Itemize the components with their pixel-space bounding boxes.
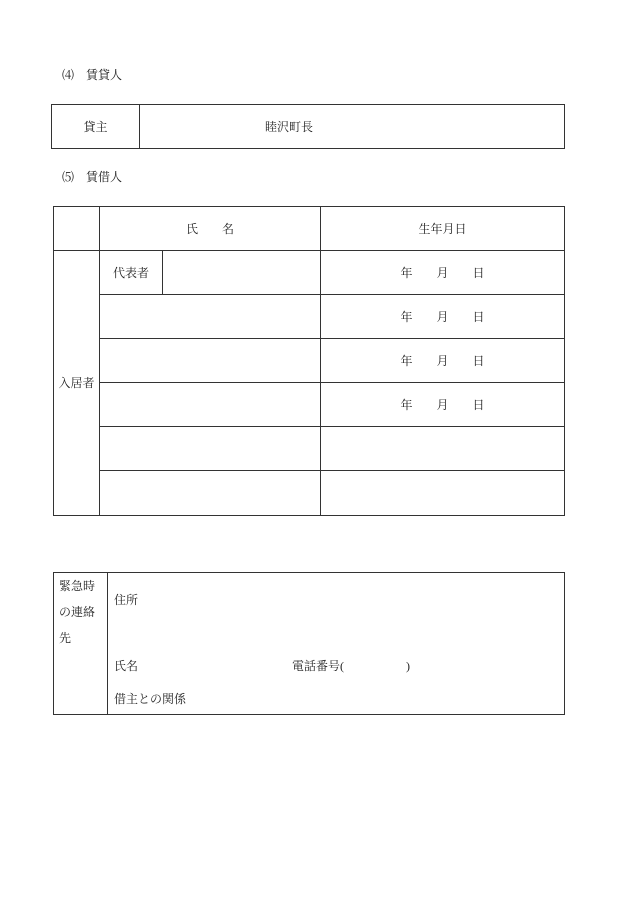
lessor-value-cell bbox=[139, 104, 565, 149]
lessor-label-cell bbox=[51, 104, 140, 149]
birthdate-cell bbox=[320, 382, 565, 427]
representative-label: 代表者 bbox=[112, 265, 149, 280]
contact-name-label: 氏名 bbox=[114, 659, 139, 673]
address-label: 住所 bbox=[114, 593, 139, 607]
resident-label: 入居者 bbox=[58, 376, 95, 390]
birthdate-cell bbox=[320, 426, 565, 471]
lessee-heading: ⑸ 賃借人 bbox=[62, 170, 123, 184]
emergency-content-cell bbox=[107, 572, 565, 715]
resident-label-cell bbox=[53, 250, 100, 516]
lessee-corner-cell bbox=[53, 206, 100, 251]
phone-label: 電話番号( bbox=[292, 659, 344, 673]
emergency-label-line: 緊急時 bbox=[59, 579, 96, 593]
birthdate-text: 年 月 日 bbox=[400, 309, 485, 324]
resident-name-cell bbox=[99, 294, 321, 339]
birthdate-cell bbox=[320, 470, 565, 516]
birthdate-cell bbox=[320, 338, 565, 383]
resident-name-cell bbox=[99, 470, 321, 516]
representative-name-cell bbox=[162, 250, 321, 295]
name-header-cell bbox=[99, 206, 321, 251]
representative-label-cell bbox=[99, 250, 163, 295]
lessor-heading: ⑷ 賃貸人 bbox=[62, 68, 123, 82]
lessor-label: 貸主 bbox=[83, 119, 108, 134]
relationship-label: 借主との関係 bbox=[114, 692, 187, 706]
resident-name-cell bbox=[99, 382, 321, 427]
birthdate-header-cell bbox=[320, 206, 565, 251]
emergency-label-line: の連絡 bbox=[59, 605, 96, 619]
resident-name-cell bbox=[99, 426, 321, 471]
lessor-value: 睦沢町長 bbox=[265, 119, 314, 134]
birthdate-text: 年 月 日 bbox=[400, 397, 485, 412]
name-header: 氏 名 bbox=[185, 221, 234, 236]
birthdate-cell bbox=[320, 250, 565, 295]
phone-close-paren: ) bbox=[406, 659, 410, 673]
emergency-label-cell bbox=[53, 572, 108, 715]
birthdate-text: 年 月 日 bbox=[400, 353, 485, 368]
emergency-label-line: 先 bbox=[59, 631, 72, 645]
birthdate-header: 生年月日 bbox=[418, 221, 467, 236]
birthdate-cell bbox=[320, 294, 565, 339]
resident-name-cell bbox=[99, 338, 321, 383]
birthdate-text: 年 月 日 bbox=[400, 265, 485, 280]
